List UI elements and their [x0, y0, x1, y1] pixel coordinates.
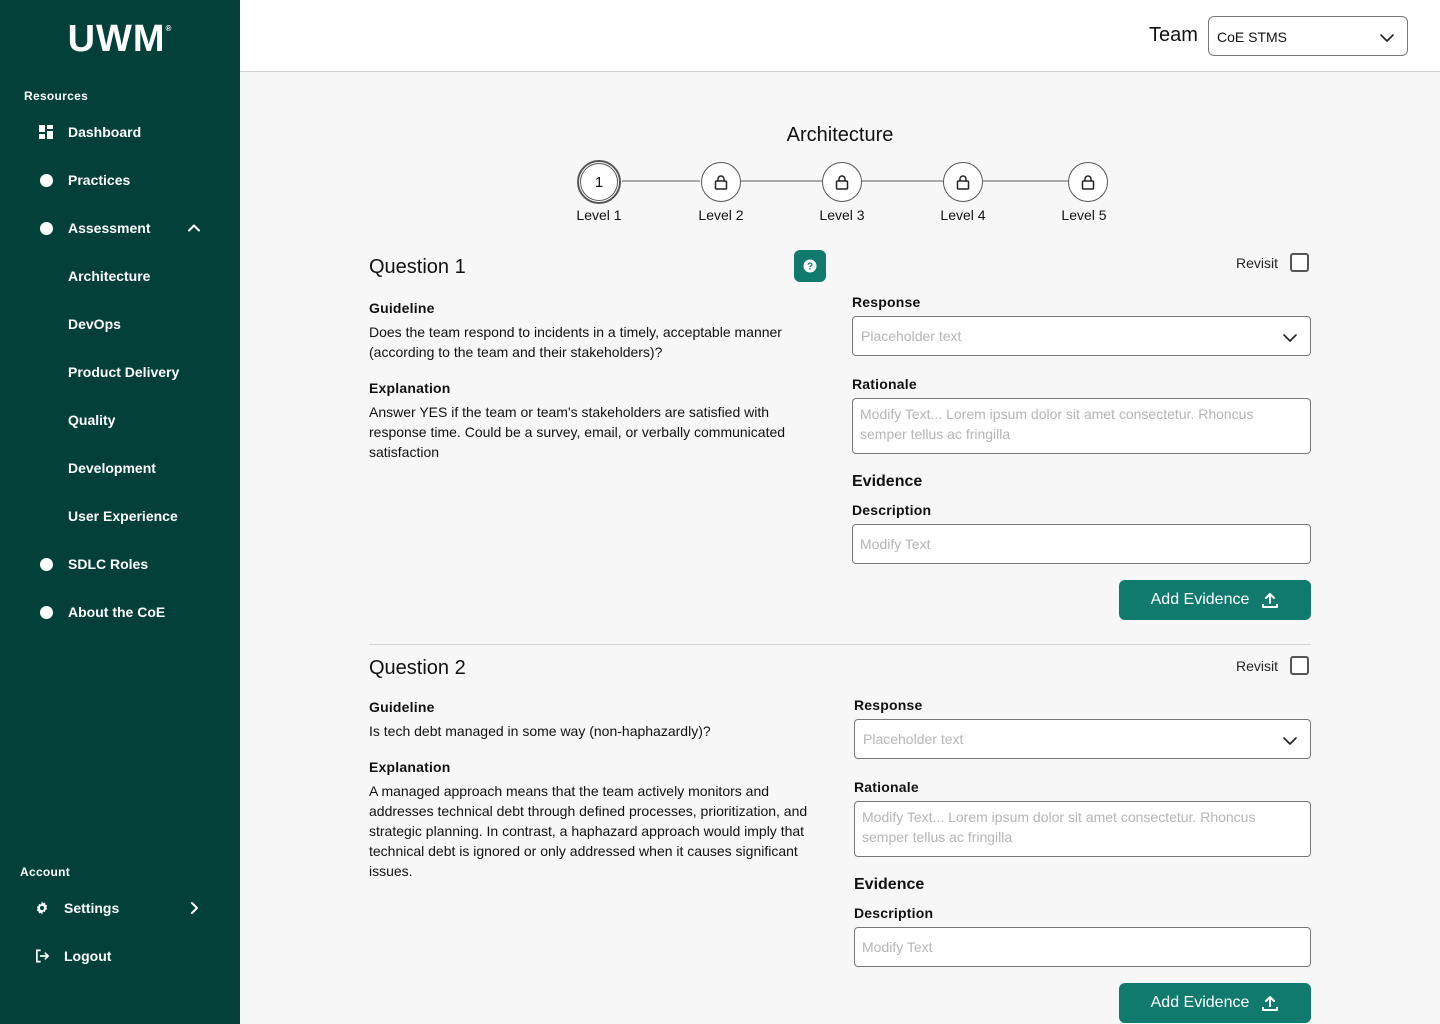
sidebar-item-label: User Experience [68, 508, 178, 524]
guideline-label: Guideline [369, 699, 435, 715]
question-divider [369, 644, 1311, 645]
revisit-label: Revisit [1236, 255, 1279, 271]
sidebar-item-label: Logout [64, 948, 112, 964]
sidebar-item-devops[interactable] [0, 304, 240, 344]
chevron-down-icon [1282, 733, 1298, 749]
logout-icon [34, 948, 50, 964]
sidebar-item-development[interactable] [0, 448, 240, 488]
guideline-text: Is tech debt managed in some way (non-haphazardly)? [369, 723, 711, 739]
description-label: Description [854, 905, 934, 921]
help-button[interactable] [794, 250, 826, 282]
chevron-down-icon [1379, 30, 1395, 46]
lock-icon [955, 174, 971, 190]
add-evidence-button[interactable] [1119, 580, 1311, 620]
revisit-checkbox[interactable] [1290, 656, 1309, 675]
lock-icon [834, 174, 850, 190]
chevron-up-icon[interactable] [186, 220, 202, 236]
explanation-label: Explanation [369, 380, 451, 396]
gear-icon [34, 900, 50, 916]
response-placeholder: Placeholder text [863, 731, 964, 747]
level-label: Level 4 [940, 207, 986, 223]
response-select[interactable] [852, 316, 1311, 356]
sidebar-item-label: About the CoE [68, 604, 166, 620]
sidebar [0, 0, 240, 1024]
rationale-textarea[interactable] [854, 801, 1311, 857]
level-2-step[interactable] [701, 162, 741, 202]
add-evidence-button[interactable] [1119, 983, 1311, 1023]
level-label: Level 5 [1061, 207, 1107, 223]
level-4-step[interactable] [943, 162, 983, 202]
sidebar-item-label: Settings [64, 900, 120, 916]
explanation-text: Answer YES if the team or team's stakeholders are satisfied with response time. Could be a survey, email, or verbally communicated satisfaction [369, 404, 786, 460]
level-5-step[interactable] [1068, 162, 1108, 202]
evidence-heading: Evidence [854, 876, 925, 893]
question-title: Question 2 [369, 657, 466, 679]
response-placeholder: Placeholder text [861, 328, 962, 344]
sidebar-item-label: Practices [68, 172, 131, 188]
dot-icon [38, 220, 54, 236]
sidebar-item-label: Dashboard [68, 124, 142, 140]
rationale-label: Rationale [854, 779, 919, 795]
sidebar-item-assessment[interactable] [0, 208, 240, 248]
team-select[interactable] [1208, 16, 1408, 56]
chevron-right-icon [186, 900, 202, 916]
sidebar-item-settings[interactable] [0, 888, 240, 928]
sidebar-item-label: Quality [68, 412, 116, 428]
question-mark-icon [803, 259, 817, 273]
level-3-step[interactable] [822, 162, 862, 202]
description-input[interactable] [852, 524, 1311, 564]
stepper-connector [741, 180, 822, 182]
svg-text:?: ? [806, 261, 814, 273]
sidebar-item-label: Development [68, 460, 156, 476]
response-select[interactable] [854, 719, 1311, 759]
stepper-connector [983, 180, 1068, 182]
logo-text: UWM [67, 18, 166, 60]
upload-icon [1261, 591, 1279, 609]
stepper-connector [622, 180, 700, 182]
sidebar-item-quality[interactable] [0, 400, 240, 440]
sidebar-item-dashboard[interactable] [0, 112, 240, 152]
resources-section-label: Resources [24, 89, 89, 103]
description-input[interactable] [854, 927, 1311, 967]
team-label: Team [1149, 24, 1198, 46]
dot-icon [38, 172, 54, 188]
sidebar-item-label: Product Delivery [68, 364, 180, 380]
sidebar-item-product-delivery[interactable] [0, 352, 240, 392]
dot-icon [38, 604, 54, 620]
response-label: Response [854, 697, 923, 713]
sidebar-item-label: Assessment [68, 220, 151, 236]
explanation-text: A managed approach means that the team actively monitors and addresses technical debt through defined processes, prioritization, and strategic planning. In contrast, a haphazard approach would imply that technical debt is ignored or only addressed when it causes significant issues. [369, 783, 808, 879]
evidence-heading: Evidence [852, 473, 923, 490]
sidebar-item-practices[interactable] [0, 160, 240, 200]
team-selected-value: CoE STMS [1217, 29, 1288, 45]
question-title: Question 1 [369, 256, 466, 278]
sidebar-item-label: SDLC Roles [68, 556, 149, 572]
level-label: Level 2 [698, 207, 744, 223]
sidebar-item-user-experience[interactable] [0, 496, 240, 536]
page-title: Architecture [786, 124, 894, 146]
uwm-logo[interactable] [0, 18, 240, 61]
chevron-down-icon [1282, 330, 1298, 346]
dashboard-icon [38, 124, 54, 140]
sidebar-item-logout[interactable] [0, 936, 240, 976]
revisit-label: Revisit [1236, 658, 1279, 674]
sidebar-item-about-coe[interactable] [0, 592, 240, 632]
stepper-connector [862, 180, 943, 182]
lock-icon [1080, 174, 1096, 190]
top-bar [240, 0, 1440, 72]
level-number: 1 [580, 163, 618, 201]
add-evidence-label: Add Evidence [1150, 994, 1250, 1011]
response-label: Response [852, 294, 921, 310]
level-label: Level 1 [576, 207, 622, 223]
lock-icon [713, 174, 729, 190]
level-label: Level 3 [819, 207, 865, 223]
rationale-label: Rationale [852, 376, 917, 392]
sidebar-item-label: Architecture [68, 268, 151, 284]
explanation-label: Explanation [369, 759, 451, 775]
guideline-label: Guideline [369, 300, 435, 316]
add-evidence-label: Add Evidence [1150, 591, 1250, 608]
sidebar-item-sdlc-roles[interactable] [0, 544, 240, 584]
revisit-checkbox[interactable] [1290, 253, 1309, 272]
dot-icon [38, 556, 54, 572]
sidebar-item-label: DevOps [68, 316, 121, 332]
rationale-textarea[interactable] [852, 398, 1311, 454]
upload-icon [1261, 994, 1279, 1012]
description-label: Description [852, 502, 932, 518]
account-section-label: Account [20, 865, 71, 879]
sidebar-item-architecture[interactable] [0, 256, 240, 296]
logo-registered-mark: ® [165, 24, 173, 33]
level-1-step[interactable] [577, 160, 621, 204]
guideline-text: Does the team respond to incidents in a timely, acceptable manner (according to the team and their stakeholders)? [369, 324, 782, 360]
